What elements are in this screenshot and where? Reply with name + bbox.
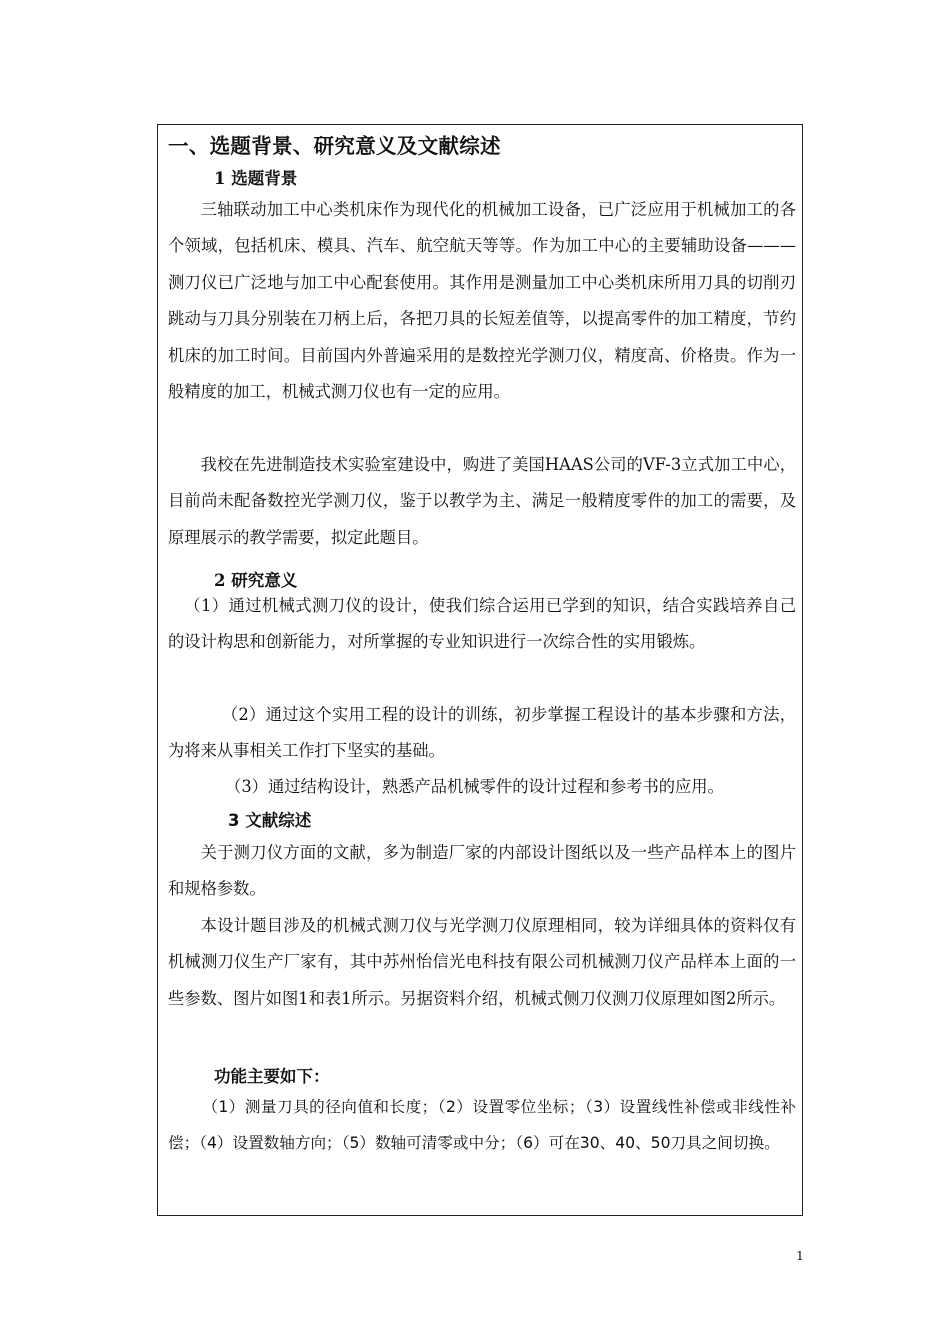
significance-item-2: （2）通过这个实用工程的设计的训练，初步掌握工程设计的基本步骤和方法，为将来从事相关工作打下坚实的基础。 xyxy=(168,705,796,761)
background-paragraph-2: 我校在先进制造技术实验室建设中，购进了美国HAAS公司的VF-3立式加工中心，目前尚未配备数控光学测刀仪，鉴于以教学为主、满足一般精度零件的加工的需要，及原理展示的教学需要，拟定此题目。 xyxy=(168,455,796,547)
literature-paragraph-1: 关于测刀仪方面的文献，多为制造厂家的内部设计图纸以及一些产品样本上的图片和规格参数。 xyxy=(168,843,796,899)
literature-paragraph-2: 本设计题目涉及的机械式测刀仪与光学测刀仪原理相同，较为详细具体的资料仅有机械测刀仪生产厂家有，其中苏州怡信光电科技有限公司机械测刀仪产品样本上面的一些参数、图片如图1和表1所示。另据资料介绍，机械式侧刀仪测刀仪原理如图2所示。 xyxy=(168,916,796,1008)
literature-heading: 3 文献综述 xyxy=(228,811,312,830)
significance-item-3: （3）通过结构设计，熟悉产品机械零件的设计过程和参考书的应用。 xyxy=(225,777,724,796)
background-paragraph-1: 三轴联动加工中心类机床作为现代化的机械加工设备，已广泛应用于机械加工的各个领域，包括机床、模具、汽车、航空航天等等。作为加工中心的主要辅助设备———测刀仪已广泛地与加工中心配套使用。其作用是测量加工中心类机床所用刀具的切削刃跳动与刀具分别装在刀柄上后，各把刀具的长短差值等，以提高零件的加工精度，节约机床的加工时间。目前国内外普遍采用的是数控光学测刀仪，精度高、价格贵。作为一般精度的加工，机械式测刀仪也有一定的应用。 xyxy=(168,200,796,402)
functions-list: （1）测量刀具的径向值和长度；（2）设置零位坐标；（3）设置线性补偿或非线性补偿；（4）设置数轴方向；（5）数轴可清零或中分；（6）可在30、40、50刀具之间切换。 xyxy=(168,1098,796,1153)
functions-heading: 功能主要如下： xyxy=(214,1067,330,1086)
document-frame xyxy=(157,124,803,1216)
background-heading: 1 选题背景 xyxy=(214,169,298,188)
section-title: 一、选题背景、研究意义及文献综述 xyxy=(168,134,501,158)
page-number: 1 xyxy=(796,1248,804,1263)
significance-heading: 2 研究意义 xyxy=(214,571,298,590)
significance-item-1: （1）通过机械式测刀仪的设计，使我们综合运用已学到的知识，结合实践培养自己的设计构思和创新能力，对所掌握的专业知识进行一次综合性的实用锻炼。 xyxy=(168,596,796,652)
